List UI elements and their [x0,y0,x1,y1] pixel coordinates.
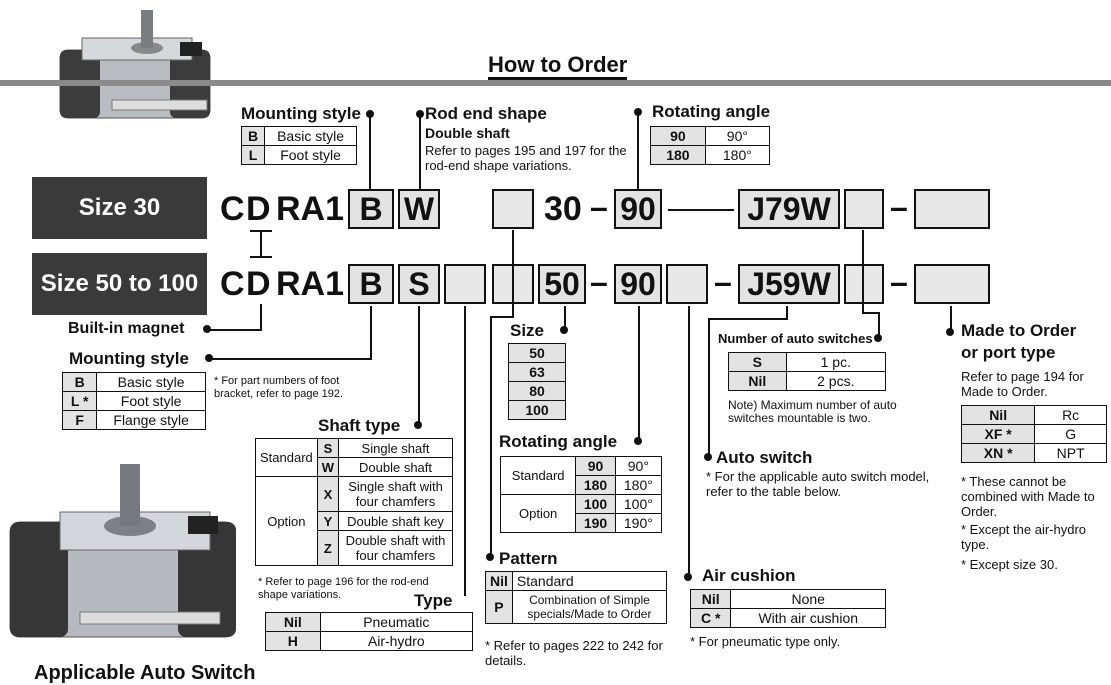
air-cushion-title: Air cushion [702,566,796,585]
row2-count-box [844,264,884,304]
mounting-style-top-title: Mounting style [241,104,361,123]
mto-note-2: * Except the air-hydro type. [961,522,1087,552]
connector [250,256,272,258]
auto-switch-title: Auto switch [716,448,813,467]
connector [637,112,639,192]
connector [418,306,420,424]
mounting-note: * For part numbers of foot bracket, refer to page 192. [214,375,344,400]
auto-switch-dot [704,453,712,461]
angle-title: Rotating angle [499,432,618,451]
row2-shaft-box: S [398,264,440,304]
cushion-dot [684,573,692,581]
mounting-style-table: B Basic style L * Foot style F Flange style [62,372,206,430]
num-switches-table: S 1 pc. Nil 2 pcs. [728,352,886,391]
row1-dash-2: – [890,189,908,225]
connector [878,312,880,336]
size-dot [560,326,568,334]
shaft-type-table: Standard S Single shaft W Double shaft Option X Single shaft with four chamfers Y Double shaft key Z Double shaft with four chamfers [255,438,453,566]
connector [212,358,372,360]
row1-angle-box: 90 [614,189,662,229]
mto-note-1: * These cannot be combined with Made to Order. [961,474,1095,519]
rod-end-note: Refer to pages 195 and 197 for the rod-end shape variations. [425,143,627,173]
shaft-type-note: * Refer to page 196 for the rod-end shape variations. [258,576,429,601]
num-switches-title: Number of auto switches [718,331,873,346]
rotary-actuator-image-top [52,8,227,133]
row2-angle-box: 90 [614,264,662,304]
bottom-heading: Applicable Auto Switch [34,662,256,684]
magnet-dot [203,325,211,333]
size50-bar: Size 50 to 100 [32,253,207,315]
shaft-dot [414,421,422,429]
heading-rule [0,80,1111,86]
row1-count-box [844,189,884,229]
mto-title-1: Made to Order [961,321,1077,340]
pattern-title: Pattern [499,549,558,568]
connector [786,306,788,320]
connector [370,306,372,360]
connector [490,316,492,556]
connector [369,114,371,192]
code-d-1: D [246,190,271,228]
connector [862,230,864,314]
row2-cushion-box [666,264,708,304]
row1-size: 30 [544,190,582,228]
angle-top-title: Rotating angle [652,102,771,121]
connector [260,230,262,256]
code-ra1-2: RA1 [276,265,345,303]
row1-mto-box [914,189,990,229]
row1-rod-box: W [398,189,440,229]
row1-mount-box: B [348,189,394,229]
code-c-1: C [220,190,245,228]
connector [419,114,421,192]
row2-dash-1: – [590,264,608,300]
row1-switch-box: J79W [738,189,840,229]
row2-dash-3: – [890,264,908,300]
rotary-actuator-image-bottom [0,462,248,662]
built-in-magnet-label: Built-in magnet [68,320,185,337]
num-switch-dot [874,334,882,342]
row1-dash-1: – [590,189,608,225]
type-title: Type [414,591,453,610]
mto-title-2: or port type [961,343,1056,362]
angle-top-table: 90 90° 180 180° [650,126,770,165]
row2-switch-box: J59W [738,264,840,304]
row1-empty-box [492,189,534,229]
pattern-dot [486,553,494,561]
pattern-note: * Refer to pages 222 to 242 for details. [485,638,663,668]
code-c-2: C [220,265,245,303]
angle-dot [634,437,642,445]
row2-type-box [444,264,486,304]
mto-table: Nil Rc XF * G XN * NPT [961,405,1107,463]
num-switches-note: Note) Maximum number of auto switches mountable is two. [728,398,897,425]
size-title: Size [510,321,545,340]
connector [708,318,788,320]
air-cushion-note: * For pneumatic type only. [690,634,841,649]
auto-switch-note: * For the applicable auto switch model, refer to the table below. [706,469,930,499]
row2-dash-2: – [714,264,732,300]
mto-note-3: * Except size 30. [961,557,1058,572]
rod-end-sub: Double shaft [425,125,510,141]
connector [210,329,262,331]
mounting-dot [205,354,213,362]
shaft-type-title: Shaft type [318,416,401,435]
connector [464,306,466,596]
connector [512,230,514,318]
connector [260,304,262,330]
mounting-style-top-table: B Basic style L Foot style [241,126,357,165]
connector [668,209,734,211]
connector [638,306,640,440]
mounting-style-title: Mounting style [69,349,189,368]
row2-mto-box [914,264,990,304]
connector [490,316,514,318]
angle-table: Standard 90 90° 180 180° Option 100 100° 190 190° [500,456,662,533]
rod-end-title: Rod end shape [425,104,547,123]
connector [688,306,690,576]
code-ra1-1: RA1 [276,190,345,228]
type-table: Nil Pneumatic H Air-hydro [265,612,473,651]
row2-size-box: 50 [538,264,586,304]
mto-dot [946,328,954,336]
code-d-2: D [246,265,271,303]
pattern-table: Nil Standard P Combination of Simple specials/Made to Order [485,571,667,624]
size-table: 50 63 80 100 [508,343,566,420]
air-cushion-table: Nil None C * With air cushion [690,589,886,628]
row2-mount-box: B [348,264,394,304]
page-heading: How to Order [482,52,633,78]
mto-ref: Refer to page 194 for Made to Order. [961,369,1084,399]
size30-bar: Size 30 [32,177,207,239]
connector [708,318,710,456]
